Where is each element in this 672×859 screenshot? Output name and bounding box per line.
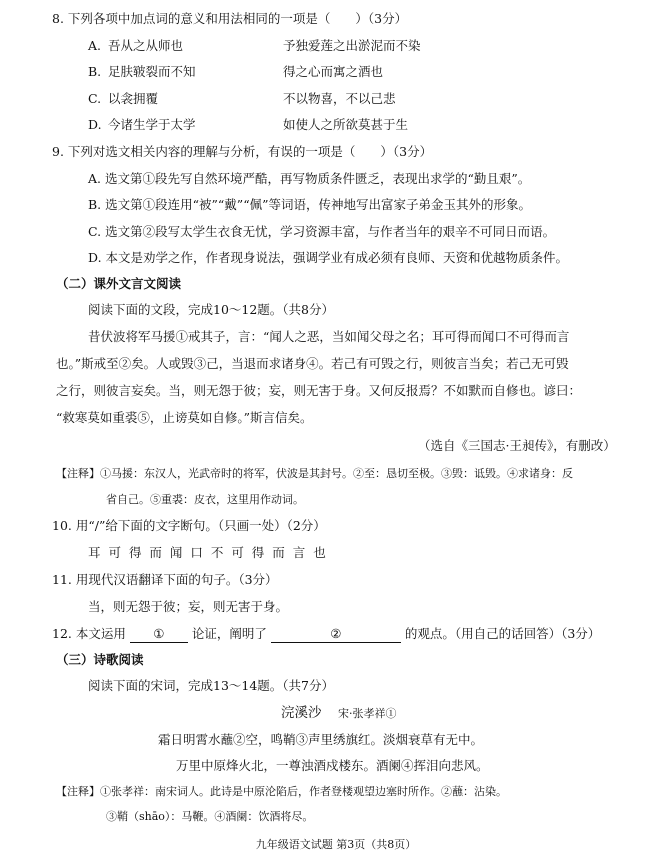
- q9-stem: 9. 下列对选文相关内容的理解与分析，有误的一项是（ ）（3分）: [52, 144, 433, 159]
- q8-option-b-right: 得之心而寓之酒也: [283, 64, 384, 79]
- poem-line-1: 霜日明霄水蘸②空，鸣鞘③声里绣旗红。淡烟衰草有无中。: [158, 732, 484, 747]
- q11-stem: 11. 用现代汉语翻译下面的句子。（3分）: [52, 572, 278, 587]
- q12-suffix: 的观点。（用自己的话回答）（3分）: [404, 626, 601, 641]
- page-footer: 九年级语文试题 第3页（共8页）: [255, 838, 417, 851]
- q8-option-a-right: 予独爱莲之出淤泥而不染: [283, 38, 421, 53]
- section3-note-line-1: 【注释】①张孝祥：南宋词人。此诗是中原沦陷后，作者登楼观望边塞时所作。②蘸：沾染。: [56, 785, 507, 798]
- q8-option-d-right: 如使人之所欲莫甚于生: [283, 117, 409, 132]
- q8-option-a-left: 吾从之从师也: [108, 38, 184, 53]
- q8-option-b-left: 足肤皲裂而不知: [108, 64, 196, 79]
- q12-prefix: 12. 本文运用: [52, 626, 126, 641]
- q9-option-c: C. 选文第②段写太学生衣食无忧，学习资源丰富，与作者当年的艰辛不可同日而语。: [88, 224, 556, 239]
- section3-instruction: 阅读下面的宋词，完成13～14题。（共7分）: [88, 678, 335, 693]
- section3-note-line-2: ③鞘（shāo）：马鞭。④酒阑：饮酒将尽。: [106, 810, 314, 823]
- poem-title: 浣溪沙: [281, 705, 322, 721]
- section2-title: （二）课外文言文阅读: [56, 276, 182, 291]
- q9-option-b: B. 选文第①段连用“被”“戴”“佩”等词语，传神地写出富家子弟金玉其外的形象。: [88, 197, 531, 212]
- q8-option-d-letter: D.: [88, 117, 102, 132]
- q8-option-b-letter: B.: [88, 64, 102, 79]
- passage-line-3: 之行，则彼言妄矣。当，则无怨于彼；妄，则无害于身。又何反报焉？不如默而自修也。谚曰：: [56, 383, 582, 398]
- section2-note-line-1: 【注释】①马援：东汉人，光武帝时的将军，伏波是其封号。②至：恳切至极。③毁：诋毁。④求诸身：反: [56, 467, 573, 480]
- q9-option-a: A. 选文第①段先写自然环境严酷，再写物质条件匮乏，表现出求学的“勤且艰”。: [88, 171, 531, 186]
- q12-blank-2[interactable]: ②: [271, 626, 401, 643]
- passage-line-1: 昔伏波将军马援①戒其子，言：“闻人之恶，当如闻父母之名；耳可得而闻口不可得而言: [88, 329, 570, 344]
- passage-line-2: 也。”斯戒至②矣。人或毁③己，当退而求诸身④。若己有可毁之行，则彼言当矣；若己无可毁: [56, 356, 569, 371]
- q12-blank-1[interactable]: ①: [130, 626, 188, 643]
- q11-text: 当，则无怨于彼；妄，则无害于身。: [88, 599, 289, 614]
- q8-option-c-left: 以衾拥覆: [108, 91, 159, 106]
- q9-option-d: D. 本文是劝学之作，作者现身说法，强调学业有成必须有良师、天资和优越物质条件。: [88, 250, 569, 265]
- q8-option-d-left: 今诸生学于太学: [108, 117, 196, 132]
- passage-source: （选自《三国志·王昶传》，有删改）: [418, 438, 616, 453]
- q12-middle: 论证，阐明了: [191, 626, 267, 641]
- q8-stem: 8. 下列各项中加点词的意义和用法相同的一项是（ ）（3分）: [52, 11, 408, 26]
- q12-line: [52, 626, 600, 643]
- section3-title: （三）诗歌阅读: [56, 652, 144, 667]
- q10-text: 耳 可 得 而 闻 口 不 可 得 而 言 也: [88, 545, 328, 560]
- passage-line-4: “救寒莫如重裘⑤，止谤莫如自修。”斯言信矣。: [56, 410, 313, 425]
- q8-option-c-letter: C.: [88, 91, 102, 106]
- poem-author: 宋·张孝祥①: [338, 707, 397, 720]
- section2-instruction: 阅读下面的文段，完成10～12题。（共8分）: [88, 302, 335, 317]
- q8-option-c-right: 不以物喜，不以己悲: [283, 91, 396, 106]
- poem-line-2: 万里中原烽火北，一尊浊酒戍楼东。酒阑④挥泪向悲风。: [176, 758, 489, 773]
- q10-stem: 10. 用“/”给下面的文字断句。（只画一处）（2分）: [52, 518, 326, 533]
- section2-note-line-2: 省自己。⑤重裘：皮衣，这里用作动词。: [106, 493, 304, 506]
- q8-option-a-letter: A.: [88, 38, 102, 53]
